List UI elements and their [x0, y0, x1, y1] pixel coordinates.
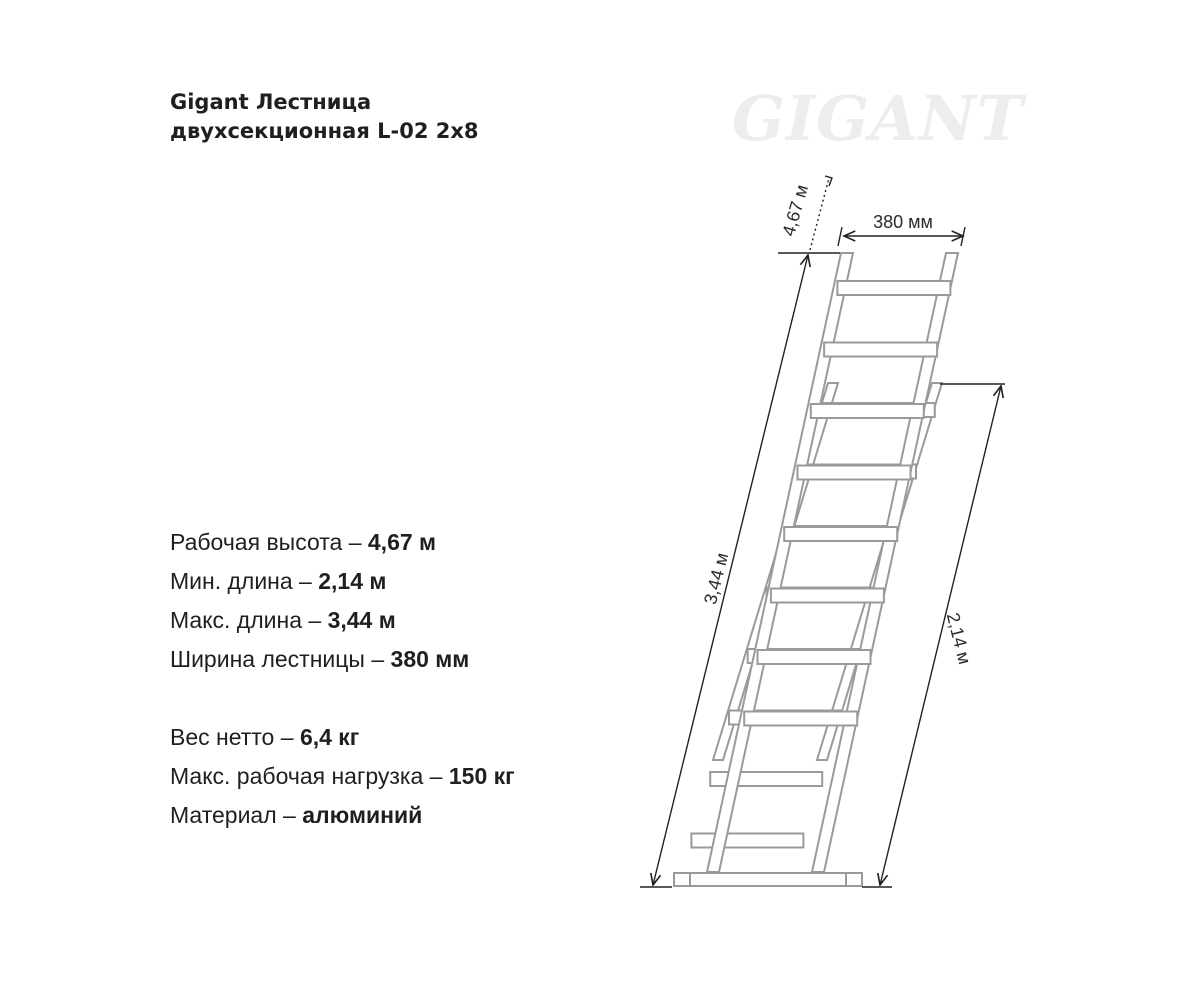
product-title-line-2: двухсекционная L-02 2x8	[170, 119, 479, 143]
upper-section-rung	[771, 589, 884, 603]
gigant-logo: GIGANT	[732, 82, 1024, 155]
min-length-dimension	[862, 384, 1005, 887]
working-height-label: 4,67 м	[778, 182, 813, 239]
lower-section-rung	[691, 834, 803, 848]
upper-section-rung	[824, 343, 937, 357]
spec-max-length: Макс. длина – 3,44 м	[170, 607, 396, 633]
spec-ladder-width: Ширина лестницы – 380 мм	[170, 646, 470, 672]
spec-net-weight: Вес нетто – 6,4 кг	[170, 724, 360, 750]
upper-section-rung	[758, 650, 871, 664]
max-length-dimension	[640, 253, 840, 887]
product-title-line-1: Gigant Лестница	[170, 90, 372, 114]
spec-working-height: Рабочая высота – 4,67 м	[170, 529, 437, 555]
min-length-label: 2,14 м	[942, 610, 975, 667]
spec-min-length: Мин. длина – 2,14 м	[170, 568, 387, 594]
upper-section-rung	[811, 404, 924, 418]
upper-section-rung	[784, 527, 897, 541]
spec-max-load: Макс. рабочая нагрузка – 150 кг	[170, 763, 515, 789]
width-dimension-label: 380 мм	[873, 212, 933, 232]
spec-material: Материал – алюминий	[170, 802, 423, 828]
upper-section-rung	[837, 281, 950, 295]
base-stabilizer	[674, 873, 862, 886]
upper-section-rung	[744, 712, 857, 726]
working-height-dimension	[810, 176, 832, 250]
max-length-label: 3,44 м	[700, 550, 733, 607]
upper-section-rung	[798, 466, 911, 480]
upper-section-rungs	[744, 281, 950, 726]
